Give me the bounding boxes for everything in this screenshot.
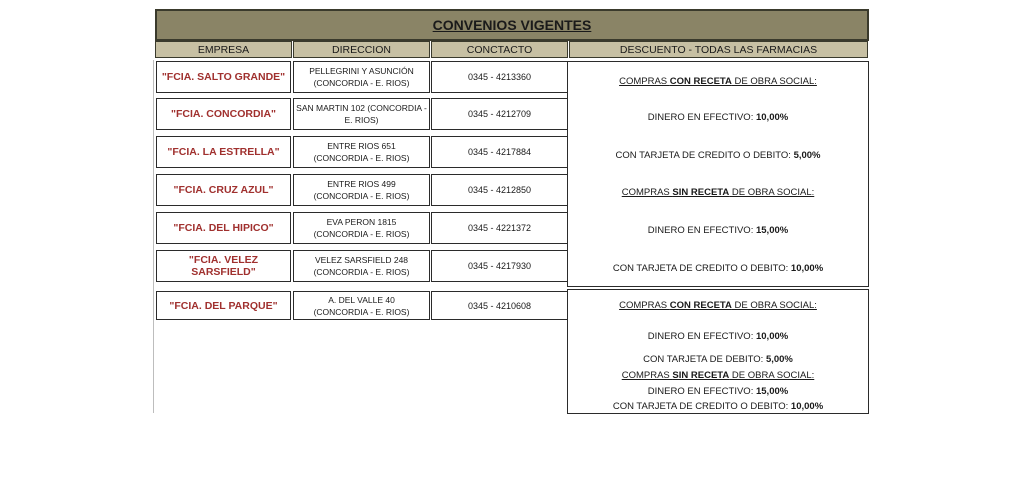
row-parque-direccion <box>293 291 430 320</box>
row-dir2: (CONCORDIA - E. RIOS) <box>313 153 410 163</box>
discount2-sin-receta: COMPRAS SIN RECETA DE OBRA SOCIAL: <box>621 370 815 381</box>
discount2-efectivo-2: DINERO EN EFECTIVO: 15,00% <box>647 386 789 397</box>
row-direccion <box>293 98 430 130</box>
discount-sin-receta: COMPRAS SIN RECETA DE OBRA SOCIAL: <box>621 187 815 198</box>
discount-efectivo: DINERO EN EFECTIVO: 10,00% <box>647 112 789 123</box>
row-empresa: "FCIA. LA ESTRELLA" <box>156 136 291 168</box>
row-direccion <box>293 174 430 206</box>
row-dir1: ENTRE RIOS 499 <box>327 179 396 189</box>
row-telefono: 0345 - 4217884 <box>431 136 568 168</box>
discount2-con-receta: COMPRAS CON RECETA DE OBRA SOCIAL: <box>619 300 817 311</box>
row-empresa: "FCIA. CONCORDIA" <box>156 98 291 130</box>
discount-box-2 <box>567 289 869 414</box>
row-dir2: E. RIOS) <box>344 115 379 125</box>
discount-efectivo-2: DINERO EN EFECTIVO: 15,00% <box>647 225 789 236</box>
discount-tarjeta-2: CON TARJETA DE CREDITO O DEBITO: 10,00% <box>612 263 824 274</box>
row-dir1: ENTRE RIOS 651 <box>327 141 396 151</box>
row-parque-telefono: 0345 - 4210608 <box>431 291 568 320</box>
discount2-efectivo: DINERO EN EFECTIVO: 10,00% <box>647 331 789 342</box>
row-direccion <box>293 250 430 282</box>
header-contacto: CONCTACTO <box>431 41 568 58</box>
table-title: CONVENIOS VIGENTES <box>155 9 869 41</box>
row-empresa: "FCIA. VELEZ SARSFIELD" <box>156 250 291 282</box>
row-parque-dir2: (CONCORDIA - E. RIOS) <box>313 306 410 317</box>
header-direccion: DIRECCION <box>293 41 430 58</box>
row-telefono: 0345 - 4217930 <box>431 250 568 282</box>
row-dir1: VELEZ SARSFIELD 248 <box>314 255 409 265</box>
row-dir2: (CONCORDIA - E. RIOS) <box>313 267 410 277</box>
row-dir2: (CONCORDIA - E. RIOS) <box>313 78 410 88</box>
row-dir1: SAN MARTIN 102 (CONCORDIA - <box>296 103 427 113</box>
row-dir2: (CONCORDIA - E. RIOS) <box>313 191 410 201</box>
row-telefono: 0345 - 4212850 <box>431 174 568 206</box>
discount-con-receta: COMPRAS CON RECETA DE OBRA SOCIAL: <box>619 76 817 87</box>
row-dir1: EVA PERON 1815 <box>326 217 397 227</box>
row-empresa: "FCIA. DEL HIPICO" <box>156 212 291 244</box>
discount-box-1 <box>567 61 869 287</box>
discount2-tarjeta-2: CON TARJETA DE CREDITO O DEBITO: 10,00% <box>612 401 824 412</box>
row-telefono: 0345 - 4212709 <box>431 98 568 130</box>
row-empresa: "FCIA. SALTO GRANDE" <box>156 61 291 93</box>
row-empresa: "FCIA. CRUZ AZUL" <box>156 174 291 206</box>
row-dir1: PELLEGRINI Y ASUNCIÓN <box>309 66 414 76</box>
header-empresa: EMPRESA <box>155 41 292 58</box>
row-dir2: (CONCORDIA - E. RIOS) <box>313 229 410 239</box>
row-direccion <box>293 61 430 93</box>
row-telefono: 0345 - 4213360 <box>431 61 568 93</box>
header-descuento: DESCUENTO - TODAS LAS FARMACIAS <box>569 41 868 58</box>
left-guide-line <box>153 60 154 413</box>
row-direccion <box>293 136 430 168</box>
row-telefono: 0345 - 4221372 <box>431 212 568 244</box>
discount-tarjeta: CON TARJETA DE CREDITO O DEBITO: 5,00% <box>615 150 821 161</box>
discount2-tarjeta: CON TARJETA DE DEBITO: 5,00% <box>643 354 793 365</box>
row-parque-dir1: A. DEL VALLE 40 <box>328 294 395 305</box>
row-direccion <box>293 212 430 244</box>
row-parque-empresa: "FCIA. DEL PARQUE" <box>156 291 291 320</box>
